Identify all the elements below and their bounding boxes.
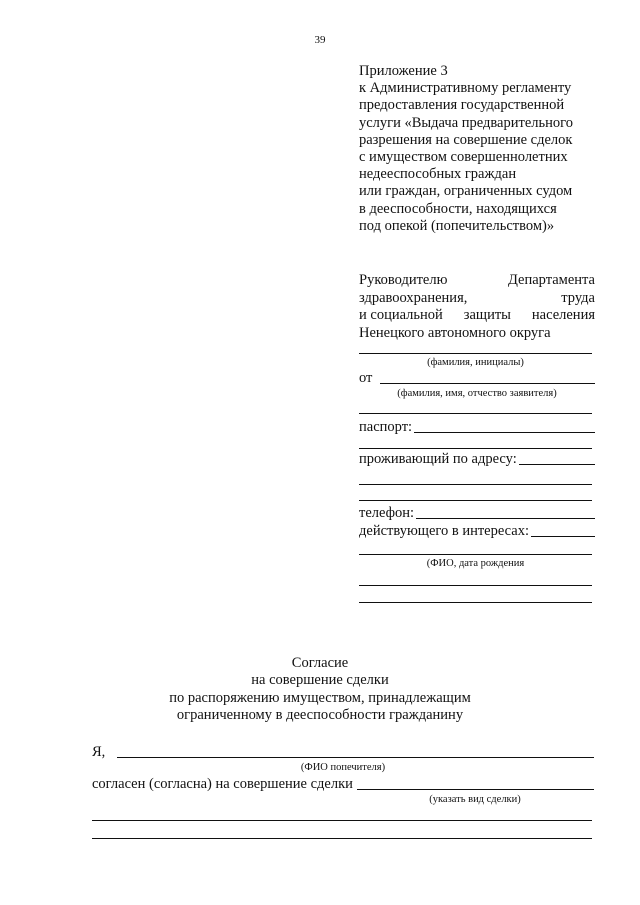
address-extra-blank[interactable] [359,500,592,501]
addressee-word: Департамента [507,272,595,288]
passport-row [359,418,595,436]
addressee-word: здравоохранения, [359,289,468,306]
acting-label: действующего в интересах: [359,523,529,539]
consent-title-line: по распоряжению имуществом, принадлежащим [169,689,471,706]
applicant-caption: (фамилия, имя, отчество заявителя) [397,388,557,399]
addressee-word: населения [531,307,595,324]
page-number: 39 [314,34,326,46]
consent-title-line: Согласие [291,655,349,671]
appendix-line: разрешения на совершение сделок [359,131,573,148]
appendix-line: под опекой (попечительством)» [359,217,555,234]
addressee-word: Руководителю [359,272,448,288]
appendix-line: Приложение 3 [359,63,448,79]
consent-title [0,655,640,725]
consent-title-line: ограниченному в дееспособности гражданину [176,707,464,724]
addressee-word: и социальной [359,307,443,324]
appendix-line: к Административному регламенту [359,80,572,97]
addressee-line [359,307,595,325]
deal-extra-blank[interactable] [92,820,592,821]
address-extra-blank[interactable] [359,484,592,485]
deal-extra-blank[interactable] [92,838,592,839]
appendix-line: в дееспособности, находящихся [359,200,557,217]
addressee-line [359,272,595,290]
consent-title-line: на совершение сделки [251,672,389,689]
guardian-caption: (ФИО попечителя) [300,762,386,773]
applicant-extra-blank[interactable] [359,413,592,414]
passport-extra-blank[interactable] [359,448,592,449]
guardian-row [92,743,594,761]
phone-row [359,504,595,522]
address-blank[interactable] [519,464,595,465]
address-label: проживающий по адресу: [359,451,517,467]
address-row [359,450,595,468]
fio-birth-caption: (ФИО, дата рождения [426,558,525,569]
appendix-line: или граждан, ограниченных судом [359,183,573,200]
acting-blank[interactable] [531,536,595,537]
i-label: Я, [92,744,106,760]
appendix-line: предоставления государственной [359,97,565,114]
deal-caption: (указать вид сделки) [429,794,521,805]
appendix-header [359,63,609,235]
agree-row [92,775,594,793]
from-blank[interactable] [380,383,595,384]
agree-label: согласен (согласна) на совершение сделки [92,776,353,792]
deal-blank[interactable] [357,789,594,790]
surname-caption: (фамилия, инициалы) [427,357,524,368]
phone-label: телефон: [359,505,415,521]
addressee-block [359,272,595,342]
fio-extra-blank[interactable] [359,585,592,586]
appendix-line: услуги «Выдача предварительного [359,114,573,131]
phone-blank[interactable] [416,518,595,519]
from-row [359,369,595,387]
appendix-line: недееспособных граждан [359,166,517,183]
guardian-blank[interactable] [117,757,594,758]
addressee-word: защиты [463,307,511,324]
acting-row [359,522,595,540]
passport-label: паспорт: [359,419,413,435]
fio-extra-blank[interactable] [359,602,592,603]
addressee-line: Ненецкого автономного округа [359,324,551,341]
addressee-line [359,290,595,308]
passport-blank[interactable] [414,432,595,433]
from-label: от [359,370,373,386]
acting-extra-blank[interactable] [359,554,592,555]
surname-blank[interactable] [359,353,592,354]
addressee-word: труда [561,289,595,306]
appendix-line: с имуществом совершеннолетних [359,149,568,166]
